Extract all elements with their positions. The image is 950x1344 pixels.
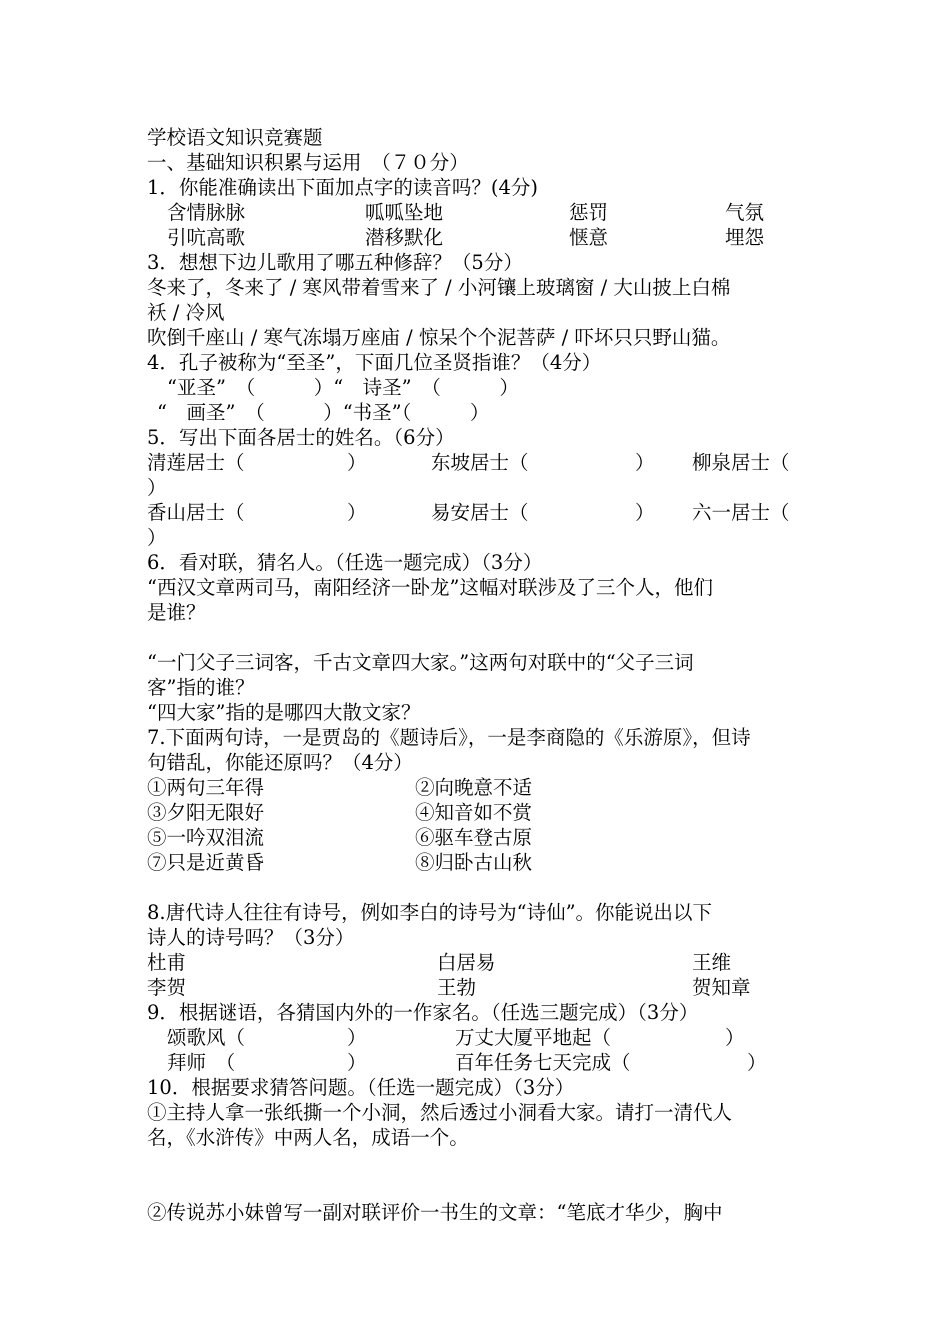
- q8-poet: 杜甫: [147, 951, 187, 974]
- q5-item: 柳泉居士（: [692, 451, 790, 474]
- q9-riddle: 百年任务七天完成（: [455, 1051, 631, 1074]
- q8-poet: 王维: [692, 951, 732, 974]
- q9-riddle: 颂歌风（: [167, 1026, 246, 1049]
- q5-item: 香山居士（: [147, 501, 245, 524]
- q5-stem: 5．写出下面各居士的姓名。（6分）: [147, 426, 455, 449]
- q10-text: ②传说苏小妹曾写一副对联评价一书生的文章：“笔底才华少，胸中: [147, 1201, 723, 1224]
- q9-paren: ）: [347, 1051, 367, 1074]
- q1-stem: 1．你能准确读出下面加点字的读音吗？(4分): [147, 176, 539, 199]
- q6-text: “西汉文章两司马，南阳经济一卧龙”这幅对联涉及了三个人，他们: [147, 576, 713, 599]
- q7-row: [147, 775, 817, 800]
- q7-line: ③夕阳无限好: [147, 801, 265, 824]
- q7-stem: 句错乱，你能还原吗？（4分）: [147, 751, 413, 774]
- q5-wrap-1: ）: [147, 476, 167, 499]
- q4-row-1: “亚圣” （ ）“ 诗圣” （ ）: [167, 376, 519, 399]
- q8-row: [147, 950, 817, 975]
- q5-item: 易安居士（: [431, 501, 529, 524]
- q1-word: 气氛: [725, 201, 765, 224]
- q5-item: 六一居士（: [692, 501, 790, 524]
- q6-text: “四大家”指的是哪四大散文家？: [147, 701, 421, 724]
- q7-line: ④知音如不赏: [415, 801, 533, 824]
- q8-poet: 李贺: [147, 976, 187, 999]
- q1-word: 引吭高歌: [167, 226, 246, 249]
- q7-line: ⑥驱车登古原: [415, 826, 533, 849]
- q7-stem: 7.下面两句诗，一是贾岛的《题诗后》，一是李商隐的《乐游原》，但诗: [147, 726, 751, 749]
- q3-stem: 3．想想下边儿歌用了哪五种修辞？（5分）: [147, 251, 523, 274]
- q5-paren: ）: [347, 451, 367, 474]
- q3-poem-line: 冬来了，冬来了 / 寒风带着雪来了 / 小河镶上玻璃窗 / 大山披上白棉: [147, 276, 731, 299]
- q5-row-1: [147, 450, 817, 475]
- q5-row-2: [147, 500, 817, 525]
- q5-item: 东坡居士（: [431, 451, 529, 474]
- q8-poet: 王勃: [437, 976, 477, 999]
- q6-stem: 6．看对联，猜名人。（任选一题完成）（3分）: [147, 551, 543, 574]
- q5-paren: ）: [635, 501, 655, 524]
- q4-stem: 4．孔子被称为“至圣”，下面几位圣贤指谁？（4分）: [147, 351, 602, 374]
- q9-paren: ）: [725, 1026, 745, 1049]
- q5-paren: ）: [635, 451, 655, 474]
- q1-word: 惩罚: [569, 201, 609, 224]
- exam-title: 学校语文知识竞赛题: [147, 126, 323, 149]
- q1-word: 惬意: [569, 226, 609, 249]
- q8-stem: 8.唐代诗人往往有诗号，例如李白的诗号为“诗仙”。你能说出以下: [147, 901, 713, 924]
- q9-row: [147, 1025, 817, 1050]
- q8-row: [147, 975, 817, 1000]
- q3-poem-line: 袄 / 冷风: [147, 301, 225, 324]
- q1-word: 呱呱坠地: [365, 201, 444, 224]
- q1-word: 埋怨: [725, 226, 765, 249]
- q6-text: “一门父子三词客，千古文章四大家。”这两句对联中的“父子三词: [147, 651, 694, 674]
- q8-poet: 白居易: [437, 951, 496, 974]
- q7-line: ⑧归卧古山秋: [415, 851, 533, 874]
- q9-stem: 9．根据谜语，各猜国内外的一作家名。（任选三题完成）（3分）: [147, 1001, 699, 1024]
- q1-row-2: [147, 225, 817, 250]
- q7-row: [147, 850, 817, 875]
- q7-line: ⑦只是近黄昏: [147, 851, 265, 874]
- q8-stem: 诗人的诗号吗？（3分）: [147, 926, 355, 949]
- q6-text: 是谁？: [147, 601, 206, 624]
- q8-poet: 贺知章: [692, 976, 751, 999]
- q3-poem-line: 吹倒千座山 / 寒气冻塌万座庙 / 惊呆个个泥菩萨 / 吓坏只只野山猫。: [147, 326, 731, 349]
- q6-text: 客”指的谁？: [147, 676, 255, 699]
- q5-wrap-2: ）: [147, 526, 167, 549]
- q10-text: 名，《水浒传》中两人名，成语一个。: [147, 1126, 469, 1149]
- q10-stem: 10．根据要求猜答问题。（任选一题完成）（3分）: [147, 1076, 575, 1099]
- q9-riddle: 拜师 （: [167, 1051, 236, 1074]
- section-heading: 一、基础知识积累与运用 （７０分）: [147, 151, 469, 174]
- q10-text: ①主持人拿一张纸撕一个小洞，然后透过小洞看大家。请打一清代人: [147, 1101, 733, 1124]
- q9-paren: ）: [747, 1051, 767, 1074]
- q7-line: ②向晚意不适: [415, 776, 533, 799]
- q1-word: 含情脉脉: [167, 201, 246, 224]
- q5-item: 清莲居士（: [147, 451, 245, 474]
- q4-row-2: “ 画圣” （ ）“书圣”（ ）: [157, 401, 490, 424]
- q9-paren: ）: [347, 1026, 367, 1049]
- q1-row-1: [147, 200, 817, 225]
- q5-paren: ）: [347, 501, 367, 524]
- q7-row: [147, 825, 817, 850]
- q9-row: [147, 1050, 817, 1075]
- q7-line: ⑤一吟双泪流: [147, 826, 265, 849]
- q7-line: ①两句三年得: [147, 776, 265, 799]
- q7-row: [147, 800, 817, 825]
- q9-riddle: 万丈大厦平地起（: [455, 1026, 612, 1049]
- q1-word: 潜移默化: [365, 226, 444, 249]
